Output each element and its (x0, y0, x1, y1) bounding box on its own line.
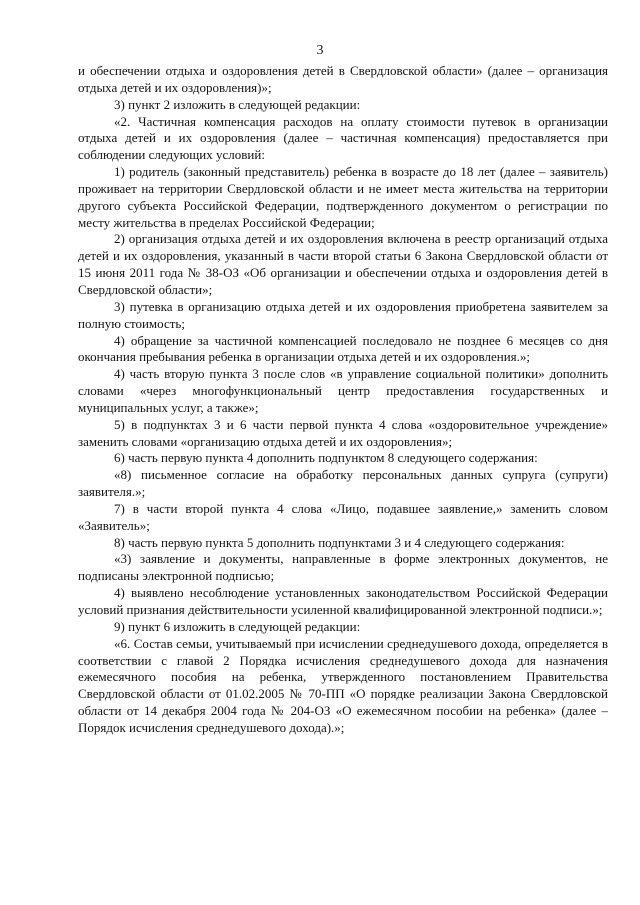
paragraph: и обеспечении отдыха и оздоровления детей в Свердловской области» (далее – организация отдыха детей и их оздоровления)»; (78, 63, 608, 95)
paragraph: 9) пункт 6 изложить в следующей редакции: (114, 618, 361, 634)
paragraph: 3) пункт 2 изложить в следующей редакции: (114, 96, 361, 112)
paragraph: «8) письменное согласие на обработку персональных данных супруга (супруги) заявителя.»; (78, 467, 608, 500)
paragraph: 3) путевка в организацию отдыха детей и их оздоровления приобретена заявителем за полную стоимость; (78, 298, 608, 331)
paragraph: «2. Частичная компенсация расходов на оплату стоимости путевок в организации отдыха детей и их оздоровления (далее – частичная компенсация) предоставляется при соблюдении следующих условий: (78, 113, 608, 163)
paragraph: 8) часть первую пункта 5 дополнить подпунктами 3 и 4 следующего содержания: (114, 534, 565, 550)
paragraph: 5) в подпунктах 3 и 6 части первой пункта 4 слова «оздоровительное учреждение» заменить словами «организацию отдыха детей и их оздоровления»; (78, 416, 608, 449)
document-body (78, 63, 608, 737)
paragraph: «6. Состав семьи, учитываемый при исчислении среднедушевого дохода, определяется в соответствии с главой 2 Порядка исчисления среднедушевого дохода для назначения ежемесячного пособия на ребенка, утвержденного постановлением Правительства Свердловской области от 01.02.2005 № 70-ПП «О порядке реализации Закона Свердловской области от 14 декабря 2004 года № 204-ОЗ «О ежемесячном пособии на ребенка» (далее – Порядок исчисления среднедушевого дохода).»; (78, 635, 608, 735)
paragraph: 7) в части второй пункта 4 слова «Лицо, подавшее заявление,» заменить словом «Заявитель»; (78, 500, 608, 533)
paragraph: 4) выявлено несоблюдение установленных законодательством Российской Федерации условий признания действительности усиленной квалифицированной электронной подписи.»; (78, 585, 608, 617)
paragraph: 2) организация отдыха детей и их оздоровления включена в реестр организаций отдыха детей и их оздоровления, указанный в части второй статьи 6 Закона Свердловской области от 15 июня 2011 года № 38-ОЗ «Об организации и обеспечении отдыха и оздоровления детей в Свердловской области»; (78, 231, 608, 297)
paragraph: 4) часть вторую пункта 3 после слов «в управление социальной политики» дополнить словами «через многофункциональный центр предоставления государственных и муниципальных услуг, а также»; (78, 366, 608, 415)
paragraph: 1) родитель (законный представитель) ребенка в возрасте до 18 лет (далее – заявитель) проживает на территории Свердловской области и не имеет места жительства на территории другого субъекта Российской Федерации, подтвержденного документом о регистрации по месту жительства в пределах Российской Федерации; (78, 164, 608, 230)
page-number: 3 (316, 43, 324, 58)
paragraph: 4) обращение за частичной компенсацией последовало не позднее 6 месяцев со дня окончания пребывания ребенка в организации отдыха детей и их оздоровления.»; (78, 332, 608, 365)
paragraph: «3) заявление и документы, направленные в форме электронных документов, не подписаны электронной подписью; (78, 551, 608, 584)
paragraph: 6) часть первую пункта 4 дополнить подпунктом 8 следующего содержания: (114, 450, 538, 466)
